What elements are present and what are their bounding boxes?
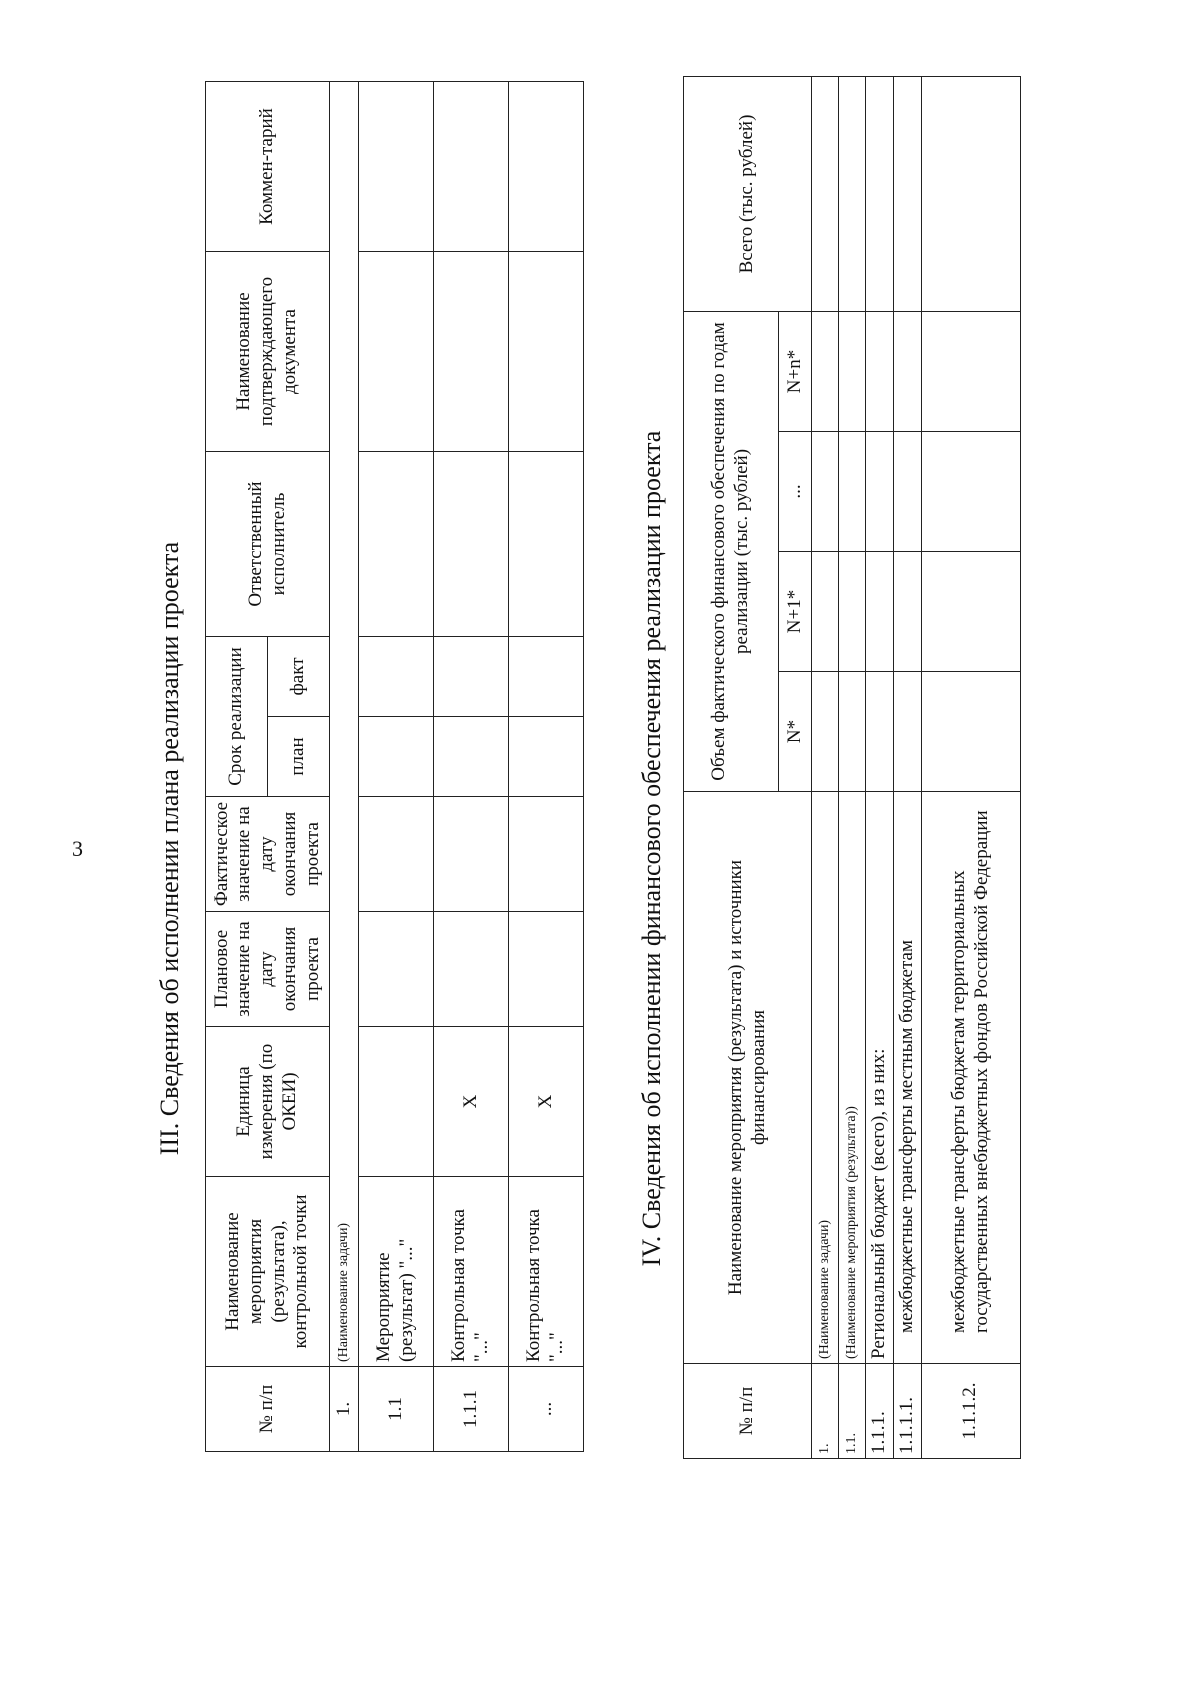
fin-row-name: Региональный бюджет (всего), из них: (866, 792, 894, 1364)
fin-row-num: 1. (812, 1364, 839, 1459)
table-row (330, 81, 359, 1451)
table-row (893, 76, 921, 1458)
fin-row-name: (Наименование задачи) (812, 792, 839, 1364)
header-fact-value: Фактическое значение на дату окончания проекта (206, 797, 330, 912)
header-term-fact: факт (268, 636, 330, 716)
header-term: Срок реализации (206, 636, 268, 796)
row-num: 1. (330, 1367, 359, 1452)
table-row (921, 76, 1020, 1458)
header-unit: Единица измерения (по ОКЕИ) (206, 1027, 330, 1177)
fin-row-name: межбюджетные трансферты бюджетам территориальных государственных внебюджетных фондов Российской Федерации (921, 792, 1020, 1364)
fin-header-name: Наименование мероприятия (результата) и источники финансирования (684, 792, 812, 1364)
fin-header-year: N+n* (779, 311, 812, 431)
table-row (359, 81, 434, 1451)
header-responsible: Ответственный исполнитель (206, 451, 330, 636)
section-3-title: III. Сведения об исполнении плана реализации проекта (155, 541, 184, 1156)
financing-table (683, 76, 1021, 1459)
plan-execution-table (205, 81, 584, 1452)
fin-row-name: (Наименование мероприятия (результата)) (839, 792, 866, 1364)
fin-row-num: 1.1.1.2. (921, 1364, 1020, 1459)
header-document: Наименование подтверждающего документа (206, 251, 330, 451)
header-term-plan: план (268, 717, 330, 797)
fin-header-year: N* (779, 672, 812, 792)
header-num: № п/п (206, 1367, 330, 1452)
header-plan-value: Плановое значение на дату окончания проекта (206, 912, 330, 1027)
fin-row-num: 1.1.1.1. (893, 1364, 921, 1459)
row-name: (Наименование задачи) (330, 81, 359, 1366)
fin-header-year: ... (779, 432, 812, 552)
row-name: Контрольная точка "..." (434, 1177, 509, 1367)
table-row (509, 81, 584, 1451)
fin-header-num: № п/п (684, 1364, 812, 1459)
fin-row-num: 1.1. (839, 1364, 866, 1459)
table-row (812, 76, 839, 1458)
fin-row-name: межбюджетные трансферты местным бюджетам (893, 792, 921, 1364)
fin-header-volume: Объем фактического финансового обеспечения по годам реализации (тыс. рублей) (684, 311, 779, 791)
section-4-title: IV. Сведения об исполнении финансового обеспечения реализации проекта (637, 430, 666, 1267)
table-row (866, 76, 894, 1458)
fin-row-num: 1.1.1. (866, 1364, 894, 1459)
row-unit: X (434, 1027, 509, 1177)
row-num: ... (509, 1367, 584, 1452)
fin-header-year: N+1* (779, 552, 812, 672)
fin-header-total: Всего (тыс. рублей) (684, 76, 812, 311)
row-unit (359, 1027, 434, 1177)
header-name: Наименование мероприятия (результата), контрольной точки (206, 1177, 330, 1367)
header-comment: Коммен-тарий (206, 81, 330, 251)
page-number: 3 (72, 836, 83, 861)
table-row (434, 81, 509, 1451)
table-row (839, 76, 866, 1458)
row-name: Мероприятие (результат) "..." (359, 1177, 434, 1367)
row-unit: X (509, 1027, 584, 1177)
row-name: Контрольная точка "..." (509, 1177, 584, 1367)
row-num: 1.1.1 (434, 1367, 509, 1452)
row-num: 1.1 (359, 1367, 434, 1452)
